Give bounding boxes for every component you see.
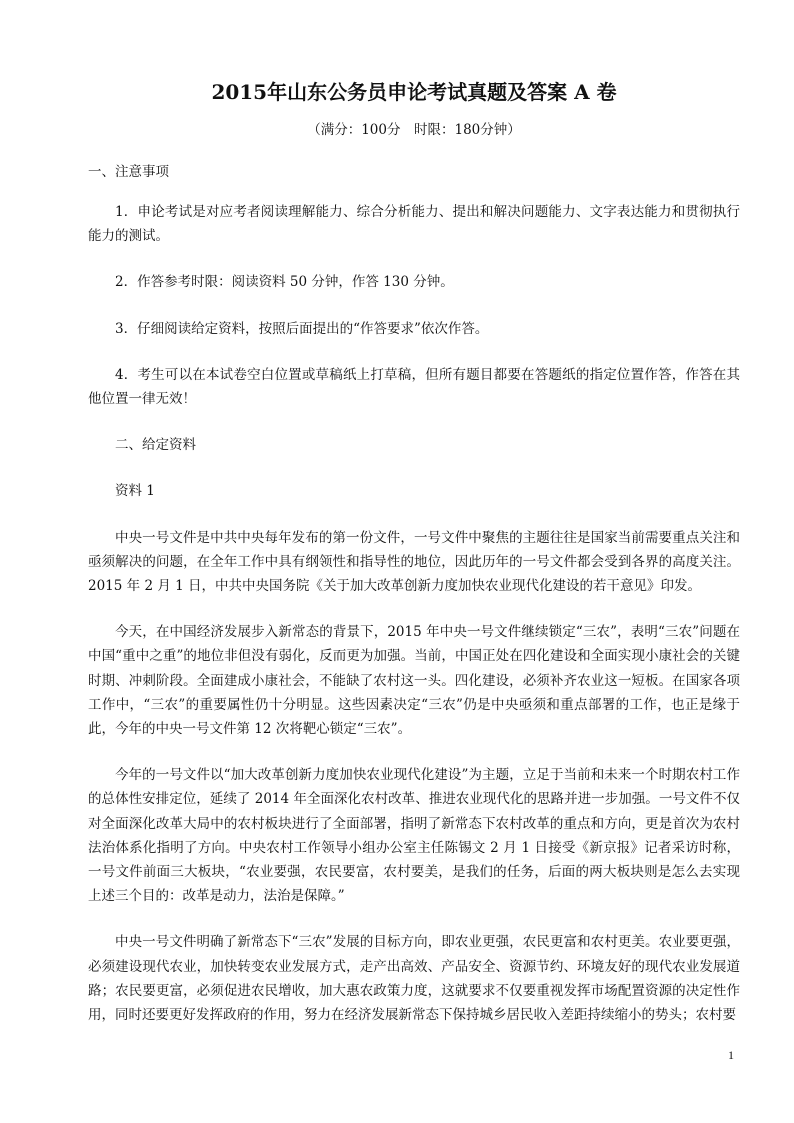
section-heading-notes: 一、注意事项	[88, 164, 169, 180]
section-heading-materials: 二、给定资料	[115, 437, 196, 454]
notice-item: 3．仔细阅读给定资料，按照后面提出的“作答要求”依次作答。	[115, 320, 489, 337]
notice-item: 1．申论考试是对应考者阅读理解能力、综合分析能力、提出和解决问题能力、文字表达能力和贯彻执行能力的测试。	[88, 204, 740, 245]
paragraph: 今天，在中国经济发展步入新常态的背景下，2015 年中央一号文件继续锁定“三农”，表明“三农”问题在中国“重中之重”的地位非但没有弱化，反而更为加强。当前，中国正处在四化建设和全面实现小康社会的关键时期、冲刺阶段。全面建成小康社会，不能缺了农村这一头。四化建设，必须补齐农业这一短板。在国家各项工作中，“三农”的重要属性仍十分明显。这些因素决定“三农”仍是中央亟须和重点部署的工作，也正是缘于此，今年的中央一号文件第 12 次将靶心锁定“三农”。	[88, 624, 740, 738]
notice-item: 2．作答参考时限：阅读资料 50 分钟，作答 130 分钟。	[115, 274, 454, 291]
page-title: 2015年山东公务员申论考试真题及答案 A 卷	[211, 80, 617, 104]
paragraph: 中央一号文件明确了新常态下“三农”发展的目标方向，即农业更强，农民更富和农村更美。农业要更强，必须建设现代农业，加快转变农业发展方式，走产出高效、产品安全、资源节约、环境友好的现代农业发展道路；农民要更富，必须促进农民增收，加大惠农政策力度，这就要求不仅要重视发挥市场配置资源的决定性作用，同时还要更好发挥政府的作用，努力在经济发展新常态下保持城乡居民收入差距持续缩小的势头；农村要	[88, 934, 740, 1024]
notice-item: 4．考生可以在本试卷空白位置或草稿纸上打草稿，但所有题目都要在答题纸的指定位置作答，作答在其他位置一律无效！	[88, 366, 740, 408]
document-page	[88, 78, 740, 1027]
paragraph: 中央一号文件是中共中央每年发布的第一份文件，一号文件中聚焦的主题往往是国家当前需要重点关注和亟须解决的问题，在全年工作中具有纲领性和指导性的地位，因此历年的一号文件都会受到各界的高度关注。2015 年 2 月 1 日，中共中央国务院《关于加大改革创新力度加快农业现代化建设的若干意见》印发。	[88, 529, 740, 595]
material-label: 资料 1	[115, 483, 155, 500]
page-number: 1	[728, 1048, 734, 1062]
exam-info: （满分：100分 时限：180分钟）	[307, 122, 521, 138]
paragraph: 今年的一号文件以“加大改革创新力度加快农业现代化建设”为主题，立足于当前和未来一个时期农村工作的总体性安排定位，延续了 2014 年全面深化农村改革、推进农业现代化的思路并进一步加强。一号文件不仅对全面深化改革大局中的农村板块进行了全面部署，指明了新常态下农村改革的重点和方向，更是首次为农村法治体系化指明了方向。中央农村工作领导小组办公室主任陈锡文 2 月 1 日接受《新京报》记者采访时称，一号文件前面三大板块，“农业要强，农民要富，农村要美，是我们的任务，后面的两大板块则是怎么去实现上述三个目的：改革是动力，法治是保障。”	[88, 767, 740, 905]
